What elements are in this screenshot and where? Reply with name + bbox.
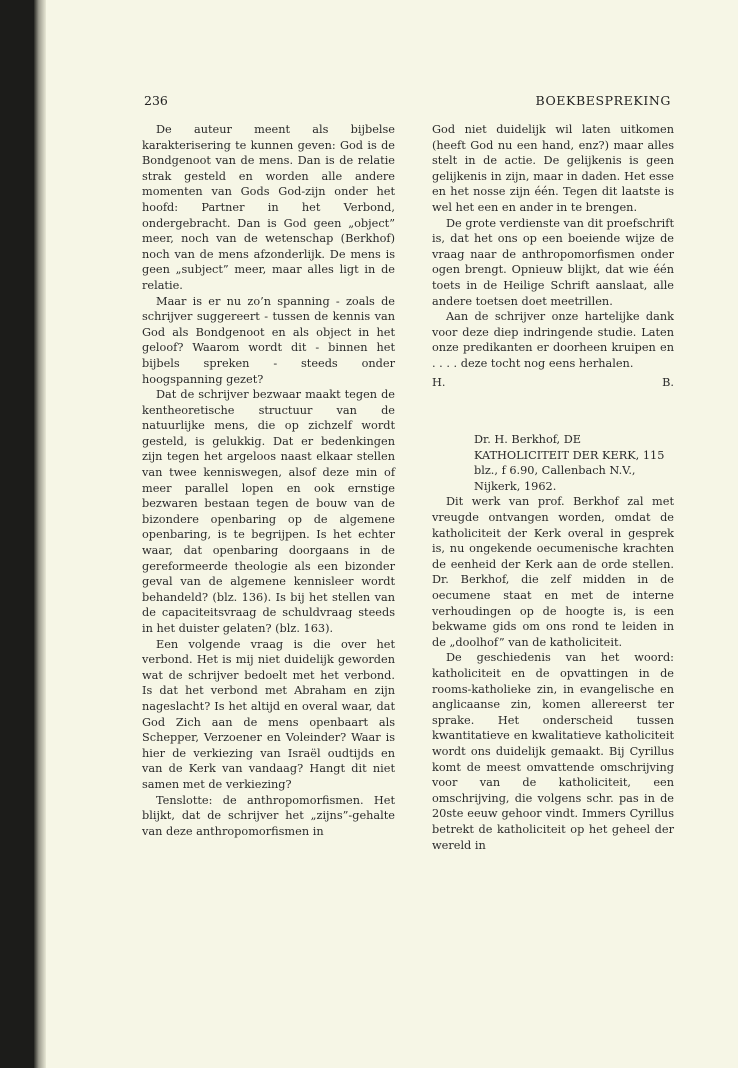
left-column [142, 122, 395, 839]
binding-shadow [34, 0, 46, 1068]
book-heading: Dr. H. Berkhof, DE KATHOLICITEIT DER KERK, 115 blz., f 6.90, Callenbach N.V., Nijkerk, 1962. [474, 433, 665, 493]
page-number: 236 [144, 93, 168, 108]
paragraph: Dat de schrijver bezwaar maakt tegen de kentheoretische structuur van de natuurlijke mens, die op zichzelf wordt gesteld, is gelukkig. Dat er bedenkingen zijn tegen het argeloos naast elkaar stellen van twee kenniswegen, alsof deze min of meer parallel lopen en ook ernstige bezwaren bestaan tegen de bouw van de bizondere openbaring op de algemene openbaring, is te begrijpen. Is het echter waar, dat openbaring doorgaans in de gereformeerde theologie als een bizonder geval van de algemene kennisleer wordt behandeld? (blz. 136). Is bij het stellen van de capaciteitsvraag de schuldvraag steeds in het duister gelaten? (blz. 163). [142, 388, 395, 635]
running-header [144, 93, 671, 111]
right-column [432, 122, 674, 853]
paragraph: De grote verdienste van dit proefschrift is, dat het ons op een boeiende wijze de vraag naar de anthropomorfismen onder ogen brengt. Opnieuw blijkt, dat wie één toets in de Heilige Schrift aanslaat, alle andere toetsen doet meetrillen. [432, 216, 674, 308]
paragraph: De auteur meent als bijbelse karakterisering te kunnen geven: God is de Bondgenoot van de mens. Dan is de relatie strak gesteld en worden alle andere momenten van Gods God-zijn onder het hoofd: Partner in het Verbond, ondergebracht. Dan is God geen „object” meer, noch van de wetenschap (Berkhof) noch van de mens afzonderlijk. De mens is geen „subject” meer, maar alles ligt in de relatie. [142, 123, 395, 292]
signature-initial-left: H. [432, 375, 446, 389]
reviewer-signature [432, 375, 674, 391]
book-page [34, 0, 738, 1068]
paragraph: Aan de schrijver onze hartelijke dank voor deze diep indringende studie. Laten onze predikanten er doorheen kruipen en . . . . deze tocht nog eens herhalen. [432, 310, 674, 370]
signature-initial-right: B. [662, 375, 674, 389]
paragraph: Een volgende vraag is die over het verbond. Het is mij niet duidelijk geworden wat de schrijver bedoelt met het verbond. Is dat het verbond met Abraham en zijn nageslacht? Is het altijd en overal waar, dat God Zich aan de mens openbaart als Schepper, Verzoener en Voleinder? Waar is hier de verkiezing van Israël oudtijds en van de Kerk van vandaag? Hangt dit niet samen met de verkiezing? [142, 637, 395, 791]
paragraph: Dit werk van prof. Berkhof zal met vreugde ontvangen worden, omdat de katholiciteit der Kerk overal in gesprek is, nu ongekende oecumenische krachten de eenheid der Kerk aan de orde stellen. Dr. Berkhof, die zelf midden in de oecumene staat en met de interne verhoudingen op de hoogte is, is een bekwame gids om ons rond te leiden in de „doolhof” van de katholiciteit. [432, 495, 674, 649]
running-title: BOEKBESPREKING [535, 93, 671, 108]
paragraph: God niet duidelijk wil laten uitkomen (heeft God nu een hand, enz?) maar alles stelt in de actie. De gelijkenis is geen gelijkenis in zijn, maar in daden. Het esse en het nosse zijn één. Tegen dit laatste is wel het een en ander in te brengen. [432, 123, 674, 214]
paragraph: De geschiedenis van het woord: katholiciteit en de opvattingen in de rooms-katholieke zin, in evangelische en anglicaanse zin, komen allereerst ter sprake. Het onderscheid tussen kwantitatieve en kwalitatieve katholiciteit wordt ons duidelijk gemaakt. Bij Cyrillus komt de meest omvattende omschrijving voor van de katholiciteit, een omschrijving, die volgens schr. pas in de 20ste eeuw gehoor vindt. Immers Cyrillus betrekt de katholiciteit op het geheel der wereld in [432, 651, 674, 852]
paragraph: Tenslotte: de anthropomorfismen. Het blijkt, dat de schrijver het „zijns”-gehalte van deze anthropomorfismen in [142, 793, 395, 838]
paragraph: Maar is er nu zo’n spanning - zoals de schrijver suggereert - tussen de kennis van God als Bondgenoot en als object in het geloof? Waarom wordt dit - binnen het bijbels spreken - steeds onder hoogspanning gezet? [142, 294, 395, 386]
